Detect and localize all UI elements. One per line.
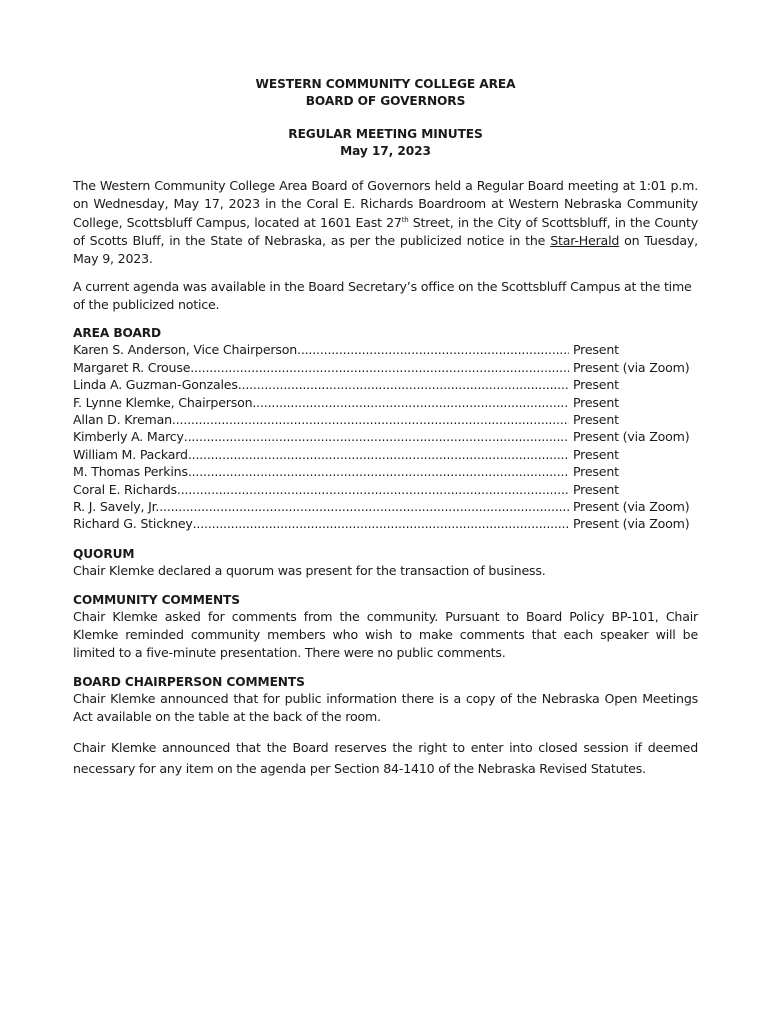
member-status: Present [573, 481, 619, 497]
chair-comments-text-2: Chair Klemke announced that the Board reserves the right to enter into closed session if deemed necessary for any item on the agenda per Section 84-1410 of the Nebraska Revised Statutes. [73, 740, 698, 777]
dot-leader [193, 515, 569, 532]
attendance-row [73, 428, 698, 445]
community-comments-heading: COMMUNITY COMMENTS [73, 593, 240, 608]
member-status: Present (via Zoom) [573, 516, 690, 532]
member-name: Kimberly A. Marcy [73, 429, 184, 445]
attendance-row [73, 341, 698, 358]
member-name: Richard G. Stickney [73, 516, 193, 532]
member-status: Present [573, 377, 619, 393]
dot-leader [184, 428, 569, 445]
quorum-text: Chair Klemke declared a quorum was present for the transaction of business. [73, 562, 546, 578]
member-status: Present [573, 342, 619, 358]
quorum-heading: QUORUM [73, 546, 135, 561]
document-title-block [73, 126, 698, 160]
attendance-row [73, 481, 698, 498]
meeting-date: May 17, 2023 [340, 144, 431, 158]
dot-leader [252, 394, 569, 411]
member-name: Linda A. Guzman-Gonzales [73, 377, 238, 393]
member-name: William M. Packard [73, 446, 188, 462]
agenda-note: A current agenda was available in the Board Secretary’s office on the Scottsbluff Campus at the time of the publicized notice. [73, 279, 692, 312]
dot-leader [177, 481, 569, 498]
attendance-row [73, 515, 698, 532]
attendance-row [73, 394, 698, 411]
member-name: Coral E. Richards [73, 481, 177, 497]
intro-superscript: th [401, 216, 409, 225]
member-status: Present (via Zoom) [573, 359, 690, 375]
intro-paragraph [73, 177, 698, 267]
attendance-row [73, 463, 698, 480]
community-comments-text: Chair Klemke asked for comments from the community. Pursuant to Board Policy BP-101, Chair Klemke reminded community members who wish to make comments that each speaker will be limited to a five-minute presentation. There were no public comments. [73, 609, 698, 660]
intro-part1: The Western Community College Area Board of Governors held a Regular Board meeting at 1:01 p.m. on Wednesday, May 17, 2023 in the Coral E. Richards Boardroom at Western Nebraska Community College, Scottsbluff Campus, located at 1601 East 27 [73, 178, 698, 231]
org-name: WESTERN COMMUNITY COLLEGE AREA [255, 77, 516, 91]
member-name: M. Thomas Perkins [73, 464, 188, 480]
member-status: Present [573, 394, 619, 410]
dot-leader [188, 446, 569, 463]
newspaper-name: Star-Herald [550, 232, 620, 248]
member-name: R. J. Savely, Jr. [73, 499, 160, 514]
board-name: BOARD OF GOVERNORS [305, 94, 466, 108]
dot-leader [188, 463, 569, 480]
organization-header [73, 0, 698, 110]
attendance-row [73, 359, 698, 376]
dot-leader [297, 341, 569, 358]
member-status: Present [573, 411, 619, 427]
member-status: Present (via Zoom) [573, 499, 690, 514]
attendance-row [73, 498, 698, 515]
document-title: REGULAR MEETING MINUTES [288, 127, 483, 141]
member-status: Present (via Zoom) [573, 429, 690, 445]
dot-leader [159, 498, 569, 515]
chair-comments-heading: BOARD CHAIRPERSON COMMENTS [73, 675, 305, 690]
dot-leader [172, 411, 569, 428]
member-status: Present [573, 464, 619, 480]
intro-part3: on Tuesday, May 9, 2023. [73, 232, 698, 266]
attendance-row [73, 411, 698, 428]
intro-part2: Street, in the City of Scottsbluff, in the County of Scotts Bluff, in the State of Nebraska, as per the publicized notice in the [73, 215, 698, 248]
area-board-heading: AREA BOARD [73, 326, 162, 341]
member-status: Present [573, 446, 619, 462]
member-name: Allan D. Kreman [73, 411, 172, 427]
dot-leader [190, 359, 569, 376]
attendance-row [73, 446, 698, 463]
attendance-list [73, 341, 698, 532]
member-name: F. Lynne Klemke, Chairperson [73, 394, 253, 410]
attendance-row [73, 376, 698, 393]
member-name: Karen S. Anderson, Vice Chairperson [73, 342, 298, 358]
dot-leader [238, 376, 569, 393]
member-name: Margaret R. Crouse [73, 359, 191, 375]
chair-comments-text-1: Chair Klemke announced that for public information there is a copy of the Nebraska Open Meetings Act available on the table at the back of the room. [73, 691, 698, 724]
